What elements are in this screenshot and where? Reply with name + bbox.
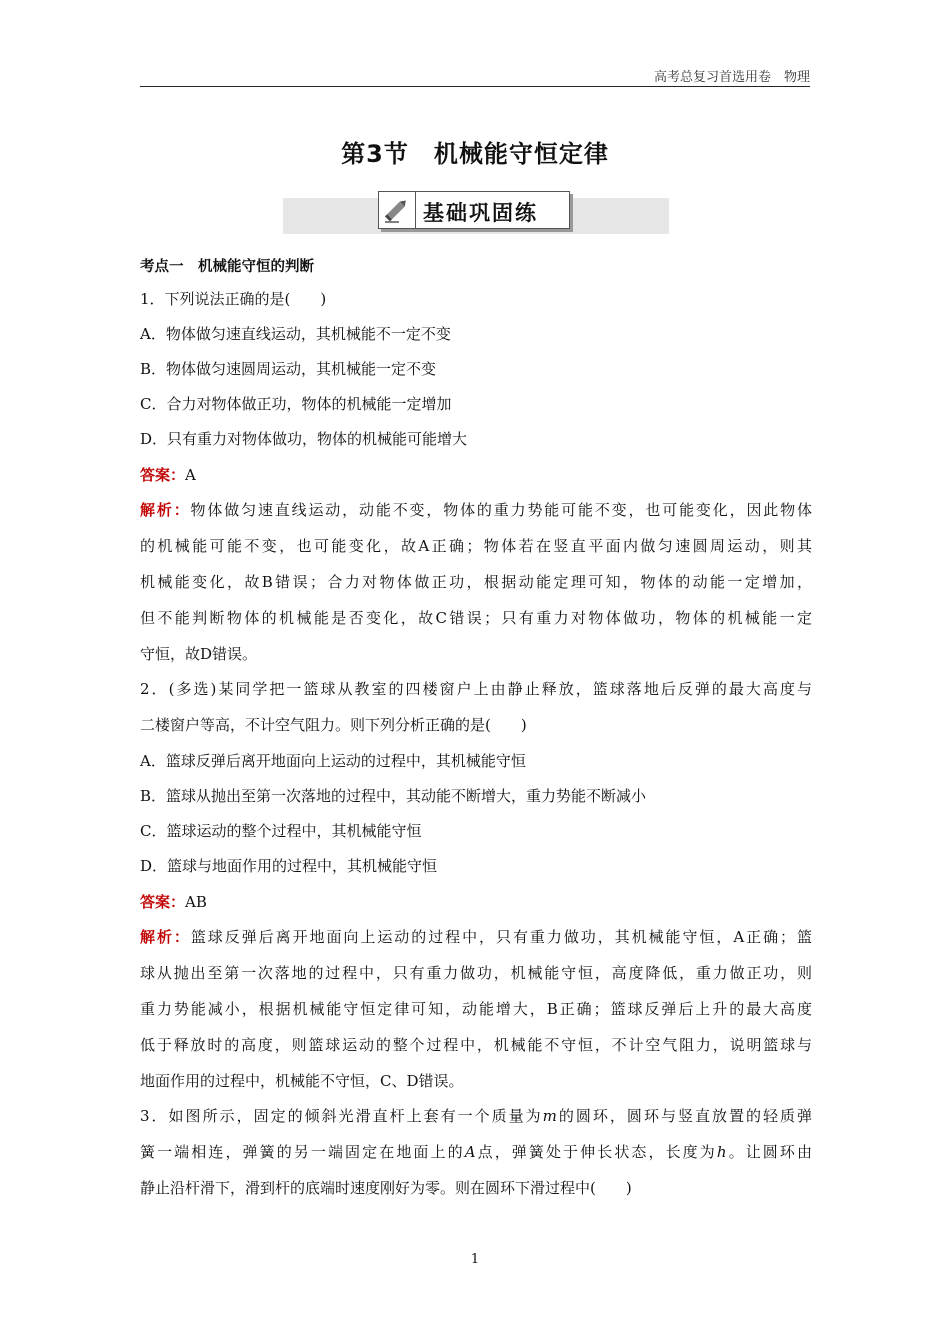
q2-option-a: A．篮球反弹后离开地面向上运动的过程中，其机械能守恒: [140, 752, 526, 770]
q1-answer: [140, 464, 196, 485]
answer-label: 答案：: [140, 466, 186, 484]
q2-option-d: D．篮球与地面作用的过程中，其机械能守恒: [140, 857, 438, 875]
q2-analysis-line: 低于释放时的高度，则篮球运动的整个过程中，机械能不守恒，不计空气阻力，说明篮球与: [140, 1036, 812, 1054]
header-text: 高考总复习首选用卷 物理: [653, 70, 810, 85]
q1-analysis-line: 但不能判断物体的机械能是否变化，故C错误；只有重力对物体做功，物体的机械能一定: [140, 609, 812, 627]
answer-value: AB: [185, 893, 207, 911]
page-number: 1: [470, 1252, 480, 1267]
q2-analysis-line: 重力势能减小，根据机械能守恒定律可知，动能增大，B正确；篮球反弹后上升的最大高度: [140, 1000, 812, 1018]
answer-value: A: [185, 466, 196, 484]
q1-option-b: B．物体做匀速圆周运动，其机械能一定不变: [140, 360, 437, 378]
q2-answer: [140, 891, 207, 912]
q3-stem-line: 3．如图所示，固定的倾斜光滑直杆上套有一个质量为m的圆环，圆环与竖直放置的轻质弹: [140, 1107, 812, 1125]
q1-analysis-line: 守恒，故D错误。: [140, 645, 258, 663]
q2-analysis-line: 地面作用的过程中，机械能不守恒，C、D错误。: [140, 1072, 464, 1090]
q1-stem: 1．下列说法正确的是( ): [140, 290, 327, 308]
q2-option-c: C．篮球运动的整个过程中，其机械能守恒: [140, 822, 422, 840]
pencil-icon: [379, 192, 416, 228]
q3-stem-line: 簧一端相连，弹簧的另一端固定在地面上的A点，弹簧处于伸长状态，长度为h。让圆环由: [140, 1143, 812, 1161]
page-title: 第3节 机械能守恒定律: [341, 140, 609, 168]
q1-option-d: D．只有重力对物体做功，物体的机械能可能增大: [140, 430, 468, 448]
q1-option-c: C．合力对物体做正功，物体的机械能一定增加: [140, 395, 452, 413]
banner-label: 基础巩固练: [423, 201, 538, 225]
answer-label: 答案：: [140, 893, 186, 911]
section-banner: [283, 198, 669, 234]
q1-analysis-line: 解析：物体做匀速直线运动，动能不变，物体的重力势能可能不变，也可能变化，因此物体: [140, 501, 812, 519]
q2-stem-line: 2．(多选)某同学把一篮球从教室的四楼窗户上由静止释放，篮球落地后反弹的最大高度与: [140, 680, 812, 698]
q3-stem-line: 静止沿杆滑下，滑到杆的底端时速度刚好为零。则在圆环下滑过程中( ): [140, 1179, 632, 1197]
page-header: [140, 66, 810, 87]
analysis-label: 解析：: [140, 501, 191, 519]
section-heading: 考点一 机械能守恒的判断: [140, 259, 314, 275]
q1-analysis-line: 机械能变化，故B错误；合力对物体做正功，根据动能定理可知，物体的动能一定增加，: [140, 573, 812, 591]
banner-box: [378, 191, 570, 229]
q2-stem-line: 二楼窗户等高，不计空气阻力。则下列分析正确的是( ): [140, 716, 527, 734]
q1-option-a: A．物体做匀速直线运动，其机械能不一定不变: [140, 325, 451, 343]
analysis-label: 解析：: [140, 928, 191, 946]
q1-analysis-line: 的机械能可能不变，也可能变化，故A正确；物体若在竖直平面内做匀速圆周运动，则其: [140, 537, 812, 555]
q2-option-b: B．篮球从抛出至第一次落地的过程中，其动能不断增大，重力势能不断减小: [140, 787, 647, 805]
q2-analysis-line: 球从抛出至第一次落地的过程中，只有重力做功，机械能守恒，高度降低，重力做正功，则: [140, 964, 812, 982]
q2-analysis-line: 解析：篮球反弹后离开地面向上运动的过程中，只有重力做功，其机械能守恒，A正确；篮: [140, 928, 812, 946]
